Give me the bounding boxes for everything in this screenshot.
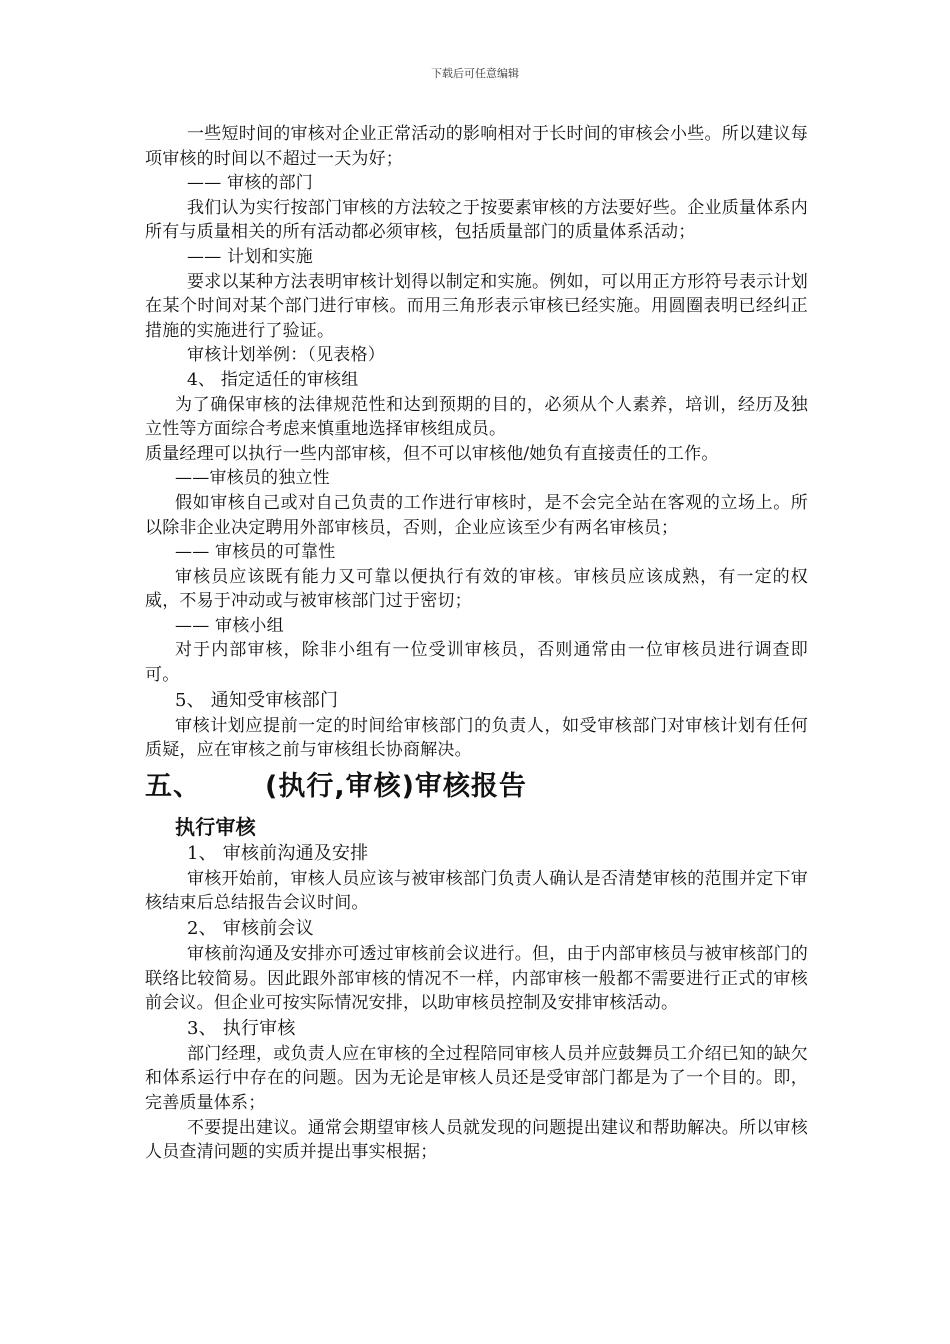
paragraph: 审核前沟通及安排亦可透过审核前会议进行。但，由于内部审核员与被审核部门的联络比较简易。因此跟外部审核的情况不一样，内部审核一般都不需要进行正式的审核前会议。但企业可按实际情况安排，以助审核员控制及安排审核活动。 bbox=[145, 944, 808, 1014]
numbered-heading: 2、 审核前会议 bbox=[187, 918, 314, 940]
paragraph: 质量经理可以执行一些内部审核，但不可以审核他/她负有直接责任的工作。 bbox=[145, 443, 719, 464]
dash-heading: —— 审核的部门 bbox=[187, 173, 314, 194]
numbered-heading: 3、 执行审核 bbox=[187, 1017, 296, 1039]
paragraph: 假如审核自己或对自己负责的工作进行审核时，是不会完全站在客观的立场上。所以除非企业决定聘用外部审核员，否则，企业应该至少有两名审核员； bbox=[145, 492, 808, 538]
paragraph: 要求以某种方法表明审核计划得以制定和实施。例如，可以用正方形符号表示计划在某个时间对某个部门进行审核。而用三角形表示审核已经实施。用圆圈表明已经纠正措施的实施进行了验证。 bbox=[145, 271, 808, 341]
numbered-heading: 4、 指定适任的审核组 bbox=[187, 369, 359, 390]
page-header: 下载后可任意编辑 bbox=[431, 67, 519, 80]
document-body bbox=[145, 122, 808, 1165]
dash-heading: ——审核员的独立性 bbox=[175, 468, 330, 489]
subsection-title: 执行审核 bbox=[175, 814, 256, 839]
paragraph: 审核计划举例：（见表格） bbox=[187, 345, 385, 366]
numbered-heading: 5、 通知受审核部门 bbox=[175, 689, 339, 711]
paragraph: 我们认为实行按部门审核的方法较之于按要素审核的方法要好些。企业质量体系内所有与质量相关的所有活动都必须审核，包括质量部门的质量体系活动； bbox=[145, 197, 808, 243]
paragraph: 不要提出建议。通常会期望审核人员就发现的问题提出建议和帮助解决。所以审核人员查清问题的实质并提出事实根据； bbox=[145, 1117, 808, 1163]
section-number: 五、 bbox=[145, 770, 201, 802]
dash-heading: —— 审核小组 bbox=[175, 615, 284, 636]
paragraph: 部门经理，或负责人应在审核的全过程陪同审核人员并应鼓舞员工介绍已知的缺欠和体系运行中存在的问题。因为无论是审核人员还是受审部门都是为了一个目的。即，完善质量体系； bbox=[145, 1043, 808, 1113]
dash-heading: —— 审核员的可靠性 bbox=[175, 542, 336, 563]
paragraph: 审核员应该既有能力又可靠以便执行有效的审核。审核员应该成熟，有一定的权威，不易于冲动或与被审核部门过于密切； bbox=[145, 566, 808, 612]
dash-heading: —— 计划和实施 bbox=[187, 246, 314, 267]
section-title-text: (执行,审核)审核报告 bbox=[265, 770, 527, 802]
section-title bbox=[145, 769, 808, 805]
paragraph: 为了确保审核的法律规范性和达到预期的目的，必须从个人素养，培训，经历及独立性等方面综合考虑来慎重地选择审核组成员。 bbox=[145, 394, 808, 440]
paragraph: 审核开始前，审核人员应该与被审核部门负责人确认是否清楚审核的范围并定下审核结束后总结报告会议时间。 bbox=[145, 868, 808, 914]
paragraph: 审核计划应提前一定的时间给审核部门的负责人，如受审核部门对审核计划有任何质疑，应在审核之前与审核组长协商解决。 bbox=[145, 715, 808, 761]
numbered-heading: 1、 审核前沟通及安排 bbox=[187, 842, 369, 864]
paragraph: 对于内部审核，除非小组有一位受训审核员，否则通常由一位审核员进行调查即可。 bbox=[145, 640, 808, 686]
paragraph: 一些短时间的审核对企业正常活动的影响相对于长时间的审核会小些。所以建议每项审核的时间以不超过一天为好； bbox=[145, 124, 808, 169]
